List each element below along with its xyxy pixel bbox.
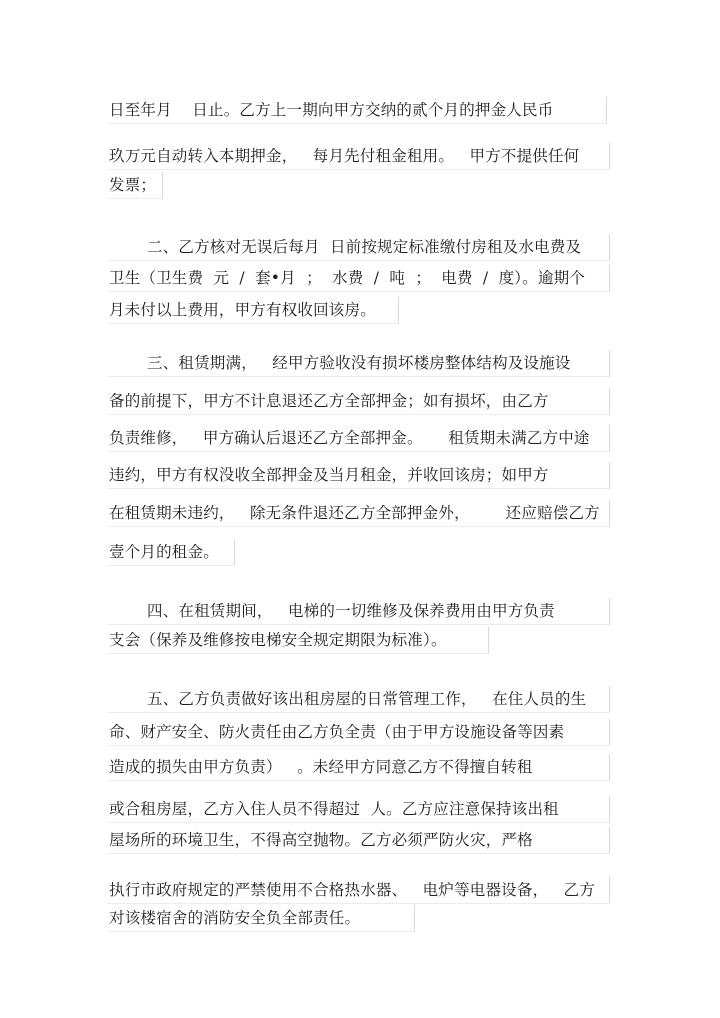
- text-line: 执行市政府规定的严禁使用不合格热水器、 电炉等电器设备， 乙方: [107, 877, 610, 904]
- text-line: 支会（保养及维修按电梯安全规定期限为标准）。: [107, 627, 489, 654]
- text-line: 日至年月 日止。乙方上一期向甲方交纳的贰个月的押金人民币: [107, 97, 607, 124]
- text-line: 在租赁期未违约， 除无条件退还乙方全部押金外， 还应赔偿乙方: [107, 500, 610, 527]
- text-line: 命、财产安全、防火责任由乙方负全责（由于甲方设施设备等因素: [107, 719, 610, 746]
- text-line: 负责维修， 甲方确认后退还乙方全部押金。 租赁期未满乙方中途: [107, 425, 610, 452]
- text-line: 卫生（卫生费 元 / 套•月 ； 水费 / 吨 ； 电费 / 度）。逾期个: [107, 265, 610, 292]
- text-line: 造成的损失由甲方负责） 。未经甲方同意乙方不得擅自转租: [107, 754, 610, 781]
- text-line: 三、租赁期满， 经甲方验收没有损坏楼房整体结构及设施设: [107, 350, 610, 377]
- text-line: 四、在租赁期间， 电梯的一切维修及保养费用由甲方负责: [107, 598, 610, 625]
- text-line: 对该楼宿舍的消防安全负全部责任。: [107, 905, 415, 932]
- text-line: 壹个月的租金。: [107, 539, 235, 566]
- text-line: 违约，甲方有权没收全部押金及当月租金，并收回该房；如甲方: [107, 462, 610, 489]
- text-line: 或合租房屋，乙方入住人员不得超过 人。乙方应注意保持该出租: [107, 796, 610, 823]
- text-line: 发票；: [107, 172, 163, 199]
- text-line: 备的前提下，甲方不计息退还乙方全部押金；如有损坏，由乙方: [107, 388, 610, 415]
- text-line: 五、乙方负责做好该出租房屋的日常管理工作， 在住人员的生: [107, 686, 610, 713]
- text-line: 二、乙方核对无误后每月 日前按规定标准缴付房租及水电费及: [107, 234, 610, 261]
- text-line: 玖万元自动转入本期押金， 每月先付租金租用。 甲方不提供任何: [107, 143, 610, 170]
- text-line: 屋场所的环境卫生，不得高空抛物。乙方必须严防火灾，严格: [107, 827, 610, 854]
- text-line: 月未付以上费用，甲方有权收回该房。: [107, 297, 399, 324]
